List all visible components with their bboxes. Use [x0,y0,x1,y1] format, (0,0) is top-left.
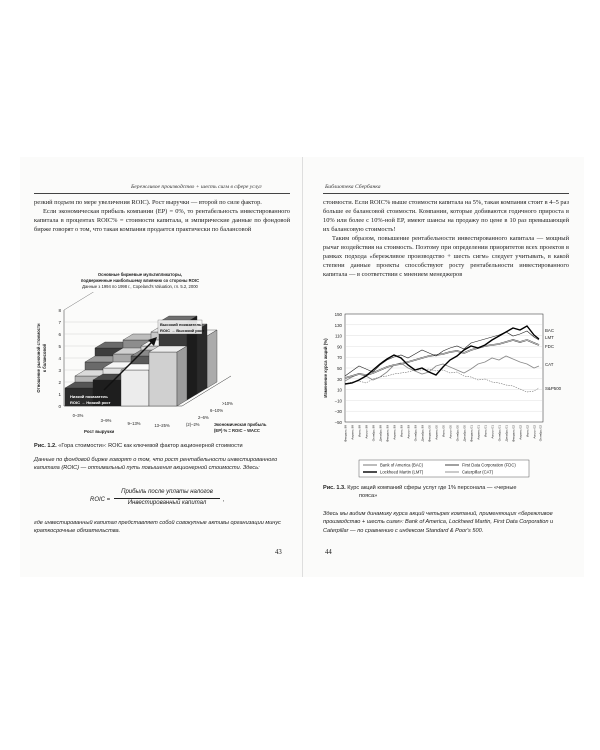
formula-denominator: Инвестированный капитал [127,500,207,506]
x-axis-label: Рост выручки [84,429,115,434]
y-tick: 30 [337,376,342,382]
svg-text:Lockheed Martin (LMT): Lockheed Martin (LMT) [380,469,424,475]
formula-lhs: ROIC = [90,497,111,503]
y-tick: 4 [58,356,61,361]
y-tick: 2 [58,380,61,385]
y-axis-label [36,323,47,393]
figure-caption-right [323,484,573,500]
ep-tick: >10% [222,401,233,406]
y-tick: −30 [334,409,342,415]
x-tick: Апрель 99 [392,425,397,440]
x-tick: Февраль 99 [385,425,390,442]
x-tick: Июнь 00 [441,425,446,438]
x-tick: Февраль 01 [469,425,474,442]
y-tick: 90 [337,344,342,350]
x-tick: Август 00 [448,425,453,439]
x-tick: Октябрь 01 [497,425,502,442]
x-tick: Июнь 01 [483,425,488,438]
caption-text-line2: пояса» [359,493,378,499]
growth-tick-labels [73,413,170,428]
x-tick: Октябрь 02 [538,425,543,442]
x-tick: Октябрь 00 [455,425,460,442]
paragraph: Если экономическая прибыль компании (EP) = 0%, то рентабельность инвестированного капитала в процентах ROIC% = стоимости капитала, и эмпирические данные по фондовой бирже говорят о том, что такая компания продается практически по балансовой [34,208,290,233]
svg-text:Caterpillar (CAT): Caterpillar (CAT) [462,469,494,475]
y-tick: 130 [334,322,342,328]
y-tick: 3 [58,368,61,373]
x-tick: Август 98 [364,425,369,439]
paragraph: стоимости. Если ROIC% выше стоимости капитала на 5%, такая компания стоит в 4–5 раз больше ее балансовой стоимости. Компании, которые добиваются годичного прироста в 10% или более с 10%-ной EP, имеют шансы на продажу по цене в 10 раз превышающей их балансовую стоимость! [323,199,569,233]
callout-low-line2: ROIC → Низкий рост [70,400,111,405]
x-tick: Апрель 02 [518,425,523,440]
x-tick: Декабрь 01 [504,425,509,442]
z-axis-label [214,422,267,433]
y-tick: 50 [337,366,342,371]
y-tick: 8 [58,308,61,313]
y-axis-label: Изменение курса акций (%) [323,338,328,398]
x-tick: Август 02 [532,425,537,439]
x-tick-labels [344,425,543,442]
y-tick: 5 [58,344,61,349]
figure-title: Основные биржевые мультипликаторы, подверженные наибольшему влиянию со стороны ROIC [80,272,200,283]
y-tick-labels [58,308,61,409]
growth-tick: 13–25% [154,423,170,428]
y-tick: −10 [334,398,342,404]
running-head-right: Библиотека Сбербанка [325,184,381,190]
end-label: FDC [545,344,555,349]
figure-source: Данные з 1994 по 1998 г., Copeland's Valuation, гл. 5.2, 2000 [82,284,198,289]
left-body-text [34,198,290,234]
callout-low-line1: Низкий показатель [70,394,108,399]
callout-high [158,320,204,334]
ep-tick: 2–6% [198,415,209,420]
growth-tick: 0–3% [72,413,84,418]
end-label: S&P500 [545,386,562,391]
page-number-right: 44 [325,549,332,556]
x-tick: Август 01 [490,425,495,439]
x-tick: Декабрь 99 [420,425,425,442]
x-tick: Февраль 00 [427,425,432,442]
formula-comma: , [223,497,225,503]
x-tick: Июнь 99 [399,425,404,438]
x-tick: Декабрь 00 [462,425,467,442]
x-tick: Декабрь 98 [378,425,383,442]
y-tick: −50 [334,420,342,425]
end-label: BAC [545,328,555,333]
running-head-left: Бережливое производство + шесть сигм в сфере услуг [131,184,262,190]
caption-label: Рис. 1.2. [34,443,57,449]
x-tick: Апрель 98 [350,425,355,440]
italic-intro: Данные по фондовой бирже говорят о том, что рост рентабельности инвестированного капитала (ROIC) — оптимальный путь повышения акционерной стоимости. Здесь: [34,457,278,472]
chart-legend [359,460,529,477]
paragraph: резкий подъем по мере увеличения ROIC). Рост выручки — второй по силе фактор. [34,199,262,206]
end-label: CAT [545,362,554,367]
callout-high-line1: Высокий показатель [160,322,202,327]
ep-tick: (2)–2% [186,422,200,427]
running-head-rule-left [34,193,290,194]
callout-low [70,394,111,405]
svg-text:(EP) % = ROIC – WACC: (EP) % = ROIC – WACC [214,428,260,433]
y-tick: 150 [334,312,342,317]
italic-text-right: Здесь мы видим динамику курса акций четырех компаний, применяющих «бережливое производство + шесть сигм»: Bank of America, Lockheed Martin, First Data Corporation и Caterpillar — по сравнению с индексом Standard & Poor's 500. [323,511,554,534]
right-page [303,157,584,577]
figure-caption-left [34,442,296,450]
callout-high-line2: ROIC → Высокий рост [160,328,205,333]
svg-text:Экономическая прибыль: Экономическая прибыль [214,422,267,427]
value-mountain-chart [26,292,296,434]
caption-label: Рис. 1.3. [323,485,346,491]
x-tick: Февраль 02 [511,425,516,442]
y-tick: 6 [58,332,61,337]
caption-text: «Гора стоимости»: ROIC как ключевой фактор акционерной стоимости [58,443,243,449]
y-tick: 1 [58,392,61,397]
series-end-labels [545,328,562,391]
y-tick: 10 [337,387,342,393]
y-tick: 7 [58,320,61,325]
y-label-line1: Отношение рыночной стоимости [36,323,41,393]
x-tick: Февраль 98 [343,425,348,442]
stock-price-chart [319,310,571,490]
svg-text:First Data Corporation (FDC): First Data Corporation (FDC) [462,462,516,468]
ep-tick: 6–10% [210,408,224,413]
paragraph: Таким образом, повышение рентабельности инвестированного капитала — мощный рычаг воздействия на стоимость. Поэтому при определении приоритетов всех проектов в рамках подхода «бережливое производство + шесть сигм» следует учитывать, в какой степени данные проекты способствуют росту рентабельности инвестированного капитала — в соответствии с мнением менеджеров [323,235,569,278]
x-tick: Июнь 98 [357,425,362,438]
x-tick: Октябрь 99 [413,425,418,442]
left-page [20,157,303,577]
y-tick: 70 [337,355,342,361]
page-number-left: 43 [275,549,282,556]
svg-text:Bank of America (BAC): Bank of America (BAC) [380,462,424,468]
running-head-rule-right [323,193,569,194]
formula-fraction-line [114,498,220,499]
y-tick-labels [335,312,343,425]
x-tick: Апрель 00 [434,425,439,440]
y-tick: 110 [335,333,342,339]
x-tick: Июнь 02 [525,425,530,438]
y-tick: 0 [58,404,61,409]
formula-numerator: Прибыль после уплаты налогов [121,489,213,495]
right-body-text [323,198,569,279]
x-tick: Октябрь 98 [371,425,376,442]
growth-tick: 3–9% [100,418,112,423]
growth-tick: 9–13% [127,421,141,426]
x-tick: Апрель 01 [476,425,481,440]
end-label: LMT [545,335,554,340]
x-tick: Август 99 [406,425,411,439]
italic-outro: где инвестированный капитал представляет собой совокупные активы организации минус краткосрочные обязательства. [34,520,281,535]
caption-text-line1: Курс акций компаний сферы услуг где 1% персонала — «черные [347,485,517,491]
y-label-line2: к балансовой [42,343,47,373]
